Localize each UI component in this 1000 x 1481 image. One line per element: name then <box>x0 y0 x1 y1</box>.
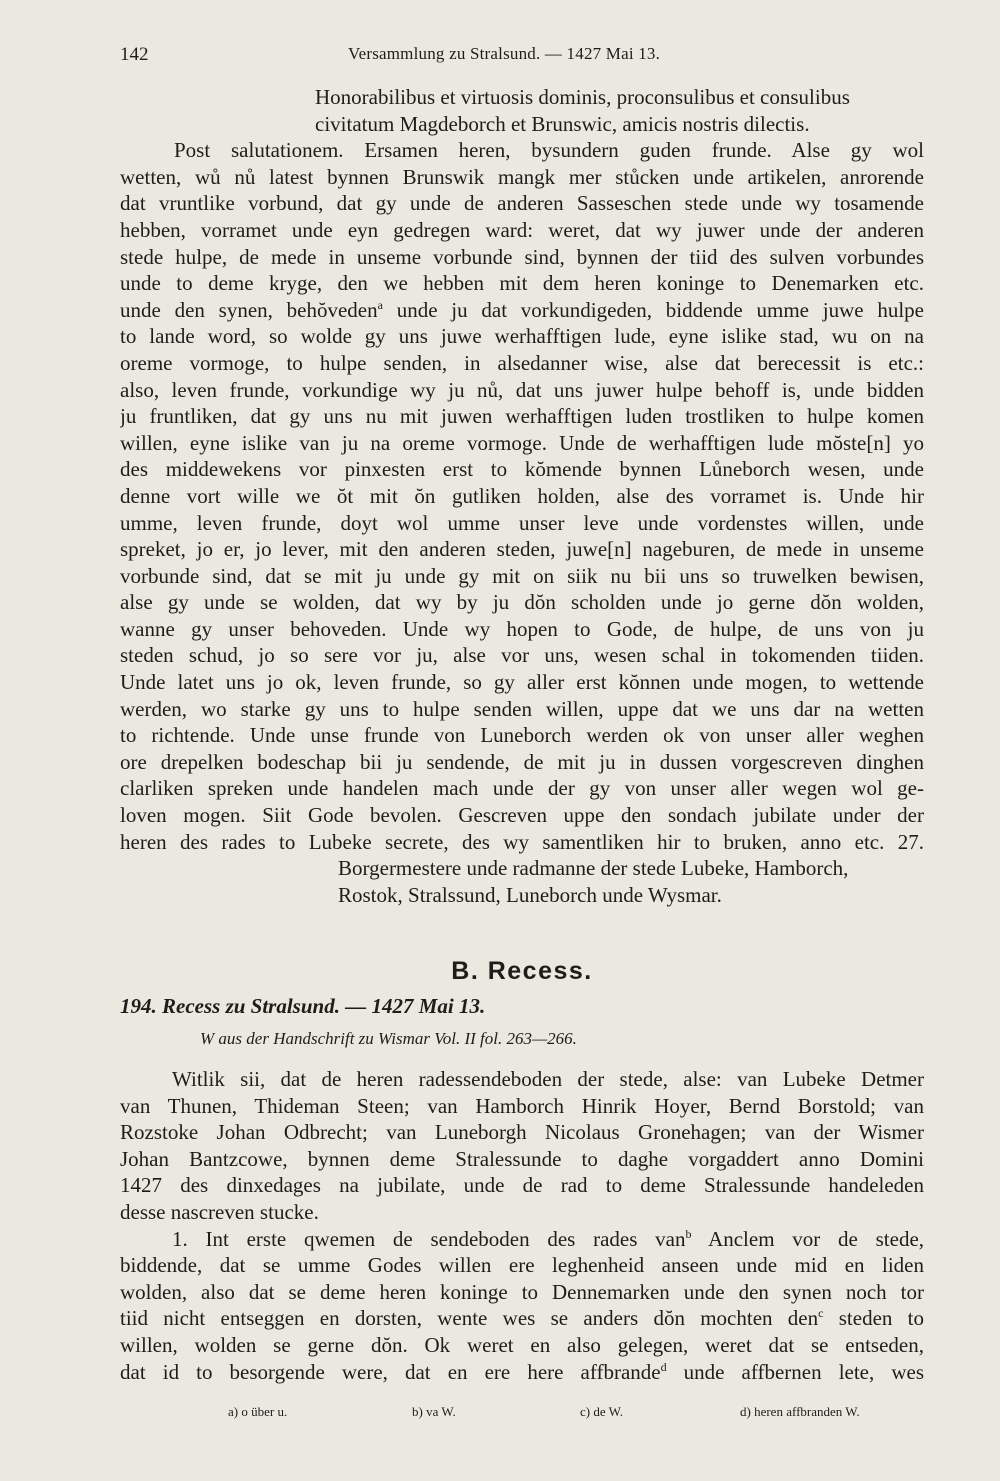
text-line: wanne gy unser behoveden. Unde wy hopen to Gode, de hulpe, de uns von ju <box>120 616 924 641</box>
text-line: hebben, vorramet unde eyn gedregen ward: weret, dat wy juwer unde der anderen <box>120 217 924 242</box>
text-line: civitatum Magdeborch et Brunswic, amicis nostris dilectis. <box>315 111 810 136</box>
text-line: steden schud, jo so sere vor ju, alse vor uns, wesen schal in tokomenden tiiden. <box>120 643 924 668</box>
text-line: desse nascreven stucke. <box>120 1199 319 1224</box>
letter-text <box>120 84 924 908</box>
text-line: unde to deme kryge, den we hebben mit dem heren koninge to Denemarken etc. <box>120 271 924 296</box>
text-line: Unde latet uns jo ok, leven frunde, so gy aller erst kŏnnen unde mogen, to wettende <box>120 670 924 695</box>
footnote-d: d) heren affbranden W. <box>740 1404 860 1419</box>
text-line: Honorabilibus et virtuosis dominis, proconsulibus et consulibus <box>315 85 850 109</box>
text-line: willen, wolden se gerne dŏn. Ok weret en also gelegen, weret dat se entseden, <box>120 1332 924 1357</box>
text-line: also, leven frunde, vorkundige wy ju nů, dat uns juwer hulpe behoff is, unde bidden <box>120 377 924 402</box>
footnote-marker: d <box>660 1359 667 1374</box>
signature-line: Rostok, Stralssund, Luneborch unde Wysmar. <box>338 882 722 907</box>
text-line: umme, leven frunde, doyt wol umme unser leve unde vordenstes willen, unde <box>120 510 924 535</box>
text-line: wolden, also dat se deme heren koninge to Dennemarken unde den synen noch tor <box>120 1279 924 1304</box>
text-line <box>120 1359 924 1386</box>
text-line <box>120 297 924 324</box>
source-note: W aus der Handschrift zu Wismar Vol. II fol. 263—266. <box>200 1029 577 1048</box>
footnote-marker: b <box>685 1226 692 1241</box>
text-line: willen, eyne islike van ju na oreme vormoge. Unde de werhafftigen lude mŏste[n] yo <box>120 430 924 455</box>
text-line: clarliken spreken unde handelen mach unde der gy von unser aller wegen wol ge- <box>120 776 924 801</box>
text-line: alse gy unde se wolden, dat wy by ju dŏn scholden unde jo gerne dŏn wolden, <box>120 590 924 615</box>
text-line: van Thunen, Thideman Steen; van Hamborch Hinrik Hoyer, Bernd Borstold; van <box>120 1093 924 1118</box>
text-line: vorbunde sind, dat se mit ju unde gy mit on siik nu bii uns so truwelken bewisen, <box>120 563 924 588</box>
footnote-marker: c <box>818 1306 824 1321</box>
text-line: spreket, jo er, jo lever, mit den anderen steden, juwe[n] nageburen, de mede in unseme <box>120 537 924 562</box>
text-line: oreme vormoge, to hulpe senden, in alsedanner wise, alse dat berecessit is etc.: <box>120 350 924 375</box>
text-segment: unde affbernen lete, wes <box>666 1359 924 1384</box>
text-line: stede hulpe, de mede in unseme vorbunde sind, bynnen der tiid des sulven vorbundes <box>120 244 924 269</box>
text-line: dat vruntlike vorbund, dat gy unde de anderen Sasseschen stede unde wy tosamende <box>120 191 924 216</box>
footnote-marker: a <box>377 297 383 312</box>
footnote-a: a) o über u. <box>228 1404 288 1419</box>
text-line: denne vort wille we ŏt mit ŏn gutliken holden, alse des vorramet is. Unde hir <box>120 483 924 508</box>
footnote-c: c) de W. <box>580 1404 623 1419</box>
text-line: heren des rades to Lubeke secrete, des wy samentliken hir to bruken, anno etc. 27. <box>120 829 924 854</box>
running-head: Versammlung zu Stralsund. — 1427 Mai 13. <box>348 44 661 63</box>
text-segment: unde ju dat vorkundigeden, biddende umme juwe hulpe <box>382 297 924 322</box>
text-line: 1427 des dinxedages na jubilate, unde de rad to deme Stralessunde handeleden <box>120 1173 924 1198</box>
footnote-b: b) va W. <box>412 1404 456 1419</box>
page-number: 142 <box>120 44 149 65</box>
text-line <box>120 1226 924 1253</box>
text-line: ju fruntliken, dat gy uns nu mit juwen werhafftigen luden trostliken to hulpe komen <box>120 404 924 429</box>
text-line: biddende, dat se umme Godes willen ere leghenheid anseen unde mid en liden <box>120 1253 924 1278</box>
text-line: Johan Bantzcowe, bynnen deme Stralessunde to daghe vorgaddert anno Domini <box>120 1146 924 1171</box>
text-segment: dat id to besorgende were, dat en ere here affbrande <box>120 1359 661 1384</box>
text-line: loven mogen. Siit Gode bevolen. Gescreven uppe den sondach jubilate under der <box>120 803 924 828</box>
text-line: wetten, wů nů latest bynnen Brunswik mangk mer stůcken unde artikelen, anrorende <box>120 164 924 189</box>
text-line: Witlik sii, dat de heren radessendeboden der stede, alse: van Lubeke Detmer <box>172 1067 924 1091</box>
text-line: Rozstoke Johan Odbrecht; van Luneborgh Nicolaus Gronehagen; van der Wismer <box>120 1120 924 1145</box>
text-segment: tiid nicht entseggen en dorsten, wente wes se anders dŏn mochten den <box>120 1306 819 1331</box>
text-segment: steden to <box>823 1306 924 1331</box>
recess-text <box>120 1066 924 1385</box>
text-line <box>120 1305 924 1332</box>
document-heading: 194. Recess zu Stralsund. — 1427 Mai 13. <box>120 994 486 1018</box>
text-line: des middewekens vor pinxesten erst to kŏmende bynnen Lůneborch wesen, unde <box>120 457 924 482</box>
section-title: B. Recess. <box>451 957 593 985</box>
page-header <box>120 40 924 72</box>
text-segment: unde den synen, behŏveden <box>120 297 378 322</box>
text-line: to richtende. Unde unse frunde von Luneborch werden ok von unser aller weghen <box>120 723 924 748</box>
text-segment: Anclem vor de stede, <box>691 1226 924 1251</box>
signature-line: Borgermestere unde radmanne der stede Lubeke, Hamborch, <box>338 856 849 881</box>
text-line: werden, wo starke gy uns to hulpe senden willen, uppe dat we uns dar na wetten <box>120 696 924 721</box>
text-segment: 1. Int erste qwemen de sendeboden des rades van <box>172 1226 686 1251</box>
text-line: to lande word, so wolde gy uns juwe werhafftigen lude, eyne islike stad, wu on na <box>120 324 924 349</box>
footnotes <box>120 1404 924 1426</box>
text-line: Post salutationem. Ersamen heren, bysundern guden frunde. Alse gy wol <box>174 138 924 163</box>
text-line: ore drepelken bodeschap bii ju sendende, de mit ju in dussen vorgescreven dinghen <box>120 749 924 774</box>
